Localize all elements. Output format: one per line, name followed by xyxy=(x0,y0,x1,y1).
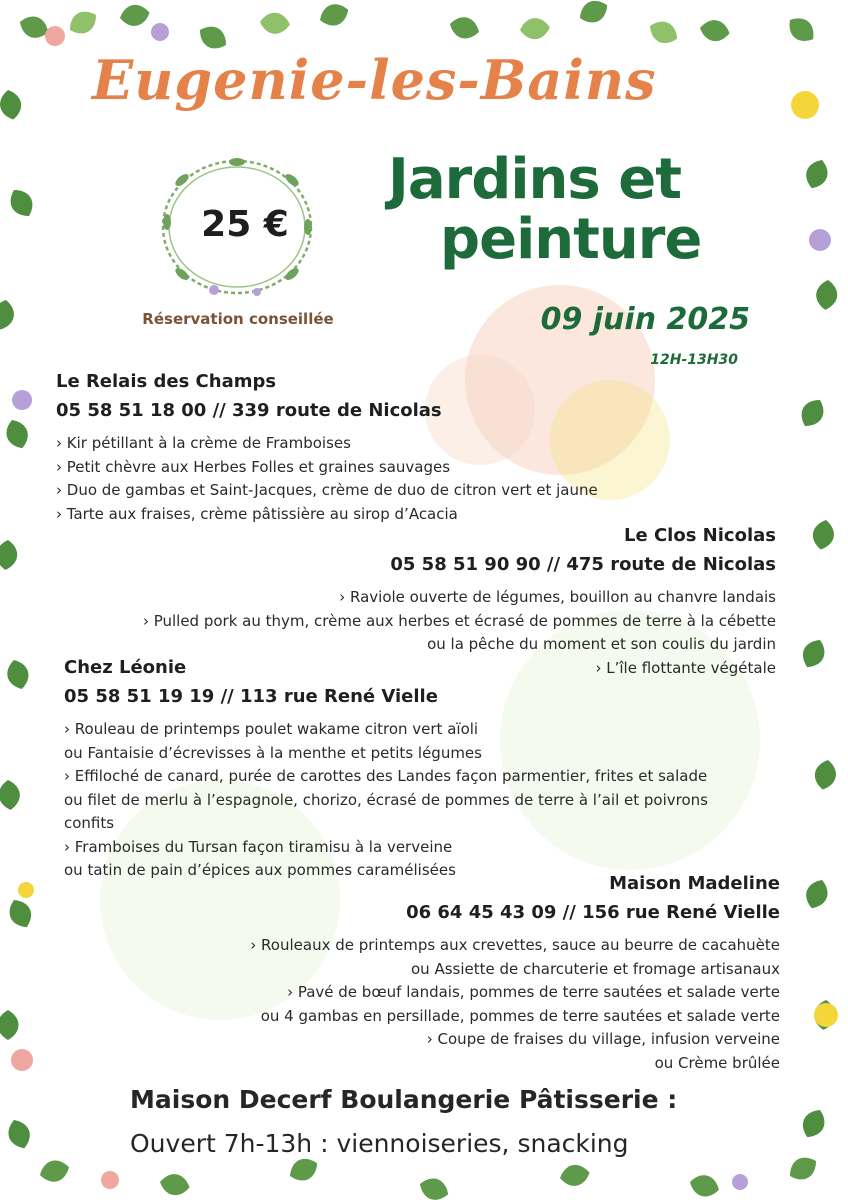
menu-item: ou Fantaisie d’écrevisses à la menthe et petits légumes xyxy=(64,743,482,762)
restaurant-chez-leonie xyxy=(64,654,804,883)
bakery-name: Maison Decerf Boulangerie Pâtisserie : xyxy=(130,1085,678,1114)
menu-item: › L’île flottante végétale xyxy=(595,658,776,677)
menu-item: › Petit chèvre aux Herbes Folles et graines sauvages xyxy=(56,457,451,476)
menu-item: ou filet de merlu à l’espagnole, chorizo, écrasé de pommes de terre à l’ail et poivrons xyxy=(64,790,708,809)
menu-item: › Rouleaux de printemps aux crevettes, sauce au beurre de cacahuète xyxy=(250,936,780,954)
menu-item: › Effiloché de canard, purée de carottes des Landes façon parmentier, frites et salade xyxy=(64,767,708,785)
menu-item: › Kir pétillant à la crème de Framboises xyxy=(56,434,351,452)
menu-item: ou Crème brûlée xyxy=(654,1053,780,1072)
event-time: 12H-13H30 xyxy=(650,352,738,368)
menu-item: › Pulled pork au thym, crème aux herbes et écrasé de pommes de terre à la cébette xyxy=(142,611,776,630)
restaurant-maison-madeline xyxy=(40,870,780,1075)
menu-item: › Rouleau de printemps poulet wakame citron vert aïoli xyxy=(64,720,479,738)
restaurant-name: Le Relais des Champs xyxy=(56,371,277,392)
price-label: 25 € xyxy=(201,204,289,245)
event-date: 09 juin 2025 xyxy=(540,302,750,337)
menu-item: › Pavé de bœuf landais, pommes de terre sautées et salade verte xyxy=(287,983,780,1001)
restaurant-contact: 05 58 51 18 00 // 339 route de Nicolas xyxy=(56,400,442,421)
restaurant-contact: 06 64 45 43 09 // 156 rue René Vielle xyxy=(406,902,780,923)
restaurant-menu xyxy=(40,934,780,1075)
bakery-section xyxy=(130,1082,770,1164)
restaurant-name: Maison Madeline xyxy=(609,873,780,894)
menu-item: › Raviole ouverte de légumes, bouillon au chanvre landais xyxy=(339,588,776,606)
menu-item: confits xyxy=(64,814,115,832)
restaurant-name: Chez Léonie xyxy=(64,657,187,678)
menu-item: › Tarte aux fraises, crème pâtissière au sirop d’Acacia xyxy=(56,504,458,523)
restaurant-name: Le Clos Nicolas xyxy=(624,525,776,546)
event-title-line2: peinture xyxy=(440,207,702,272)
menu-item: ou 4 gambas en persillade, pommes de terre sautées et salade verte xyxy=(260,1006,780,1025)
reservation-note: Réservation conseillée xyxy=(142,310,334,328)
town-title: Eugenie-les-Bains xyxy=(92,48,657,112)
restaurant-menu xyxy=(64,718,804,883)
menu-item: › Duo de gambas et Saint-Jacques, crème de duo de citron vert et jaune xyxy=(56,481,598,499)
restaurant-contact: 05 58 51 19 19 // 113 rue René Vielle xyxy=(64,686,438,707)
menu-item: › Framboises du Tursan façon tiramisu à la verveine xyxy=(64,837,453,856)
menu-item: ou la pêche du moment et son coulis du jardin xyxy=(427,635,776,653)
menu-item: ou Assiette de charcuterie et fromage artisanaux xyxy=(411,959,780,978)
event-title xyxy=(388,147,768,272)
bakery-hours: Ouvert 7h-13h : viennoiseries, snacking xyxy=(130,1129,629,1158)
menu-item: › Coupe de fraises du village, infusion verveine xyxy=(426,1030,780,1048)
restaurant-relais-des-champs xyxy=(56,368,796,526)
restaurant-contact: 05 58 51 90 90 // 475 route de Nicolas xyxy=(390,554,776,575)
event-title-line1: Jardins et xyxy=(388,147,681,212)
restaurant-menu xyxy=(56,432,796,526)
menu-item: ou tatin de pain d’épices aux pommes caramélisées xyxy=(64,861,456,879)
